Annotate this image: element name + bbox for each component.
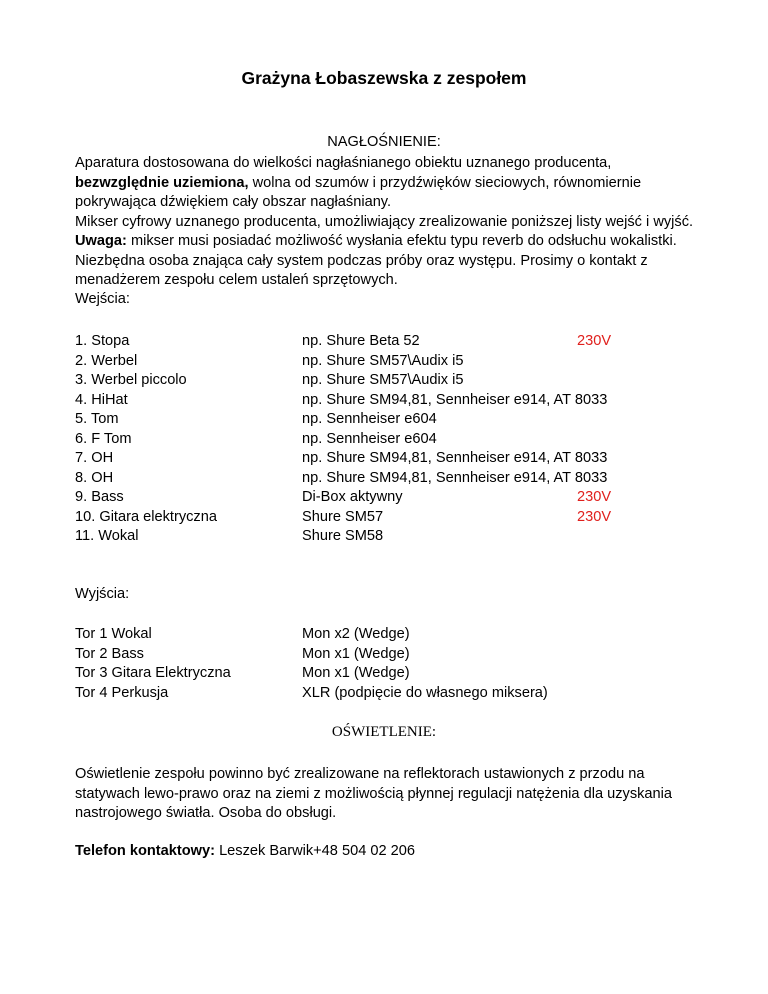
contact-value: Leszek Barwik+48 504 02 206 <box>215 843 416 859</box>
sound-text-1b: wolna od szumów i przydźwięków sieciowych, równomiernie pokrywająca dźwiękiem cały obszar nagłaśniany. <box>75 174 642 210</box>
input-name: 6. F Tom <box>75 430 132 447</box>
input-power: 230V <box>577 508 612 525</box>
output-name: Tor 1 Wokal <box>75 626 152 642</box>
sound-heading: NAGŁOŚNIENIE: <box>327 134 441 150</box>
output-dest: Mon x1 (Wedge) <box>302 645 410 662</box>
input-name: 2. Werbel <box>75 352 138 369</box>
input-name: 4. HiHat <box>75 391 128 408</box>
sound-text-2-bold: Uwaga: <box>75 233 127 249</box>
input-mic: Shure SM58 <box>302 528 384 544</box>
output-dest: Mon x2 (Wedge) <box>302 626 410 642</box>
input-mic: np. Shure SM57\Audix i5 <box>302 352 464 369</box>
input-row <box>75 332 675 352</box>
output-row <box>75 645 675 665</box>
input-row <box>75 449 675 469</box>
input-row <box>75 469 675 489</box>
input-row <box>75 410 675 430</box>
input-mic: np. Shure SM94,81, Sennheiser e914, AT 8033 <box>302 450 608 466</box>
input-name: 1. Stopa <box>75 333 130 349</box>
contact-line <box>75 842 415 862</box>
input-mic: np. Sennheiser e604 <box>302 430 437 447</box>
input-row <box>75 371 675 391</box>
inputs-list <box>75 332 675 547</box>
outputs-label: Wyjścia: <box>75 586 130 602</box>
input-name: 10. Gitara elektryczna <box>75 508 217 525</box>
input-name: 5. Tom <box>75 411 119 427</box>
outputs-list <box>75 625 675 703</box>
output-dest: XLR (podpięcie do własnego miksera) <box>302 684 548 701</box>
lighting-heading: OŚWIETLENIE: <box>331 724 437 740</box>
output-row <box>75 625 675 645</box>
input-name: 9. Bass <box>75 489 124 505</box>
document-title: Grażyna Łobaszewska z zespołem <box>241 68 527 88</box>
input-row <box>75 508 675 528</box>
input-name: 11. Wokal <box>75 528 139 544</box>
sound-text-1-bold: bezwzględnie uziemiona, <box>75 174 249 191</box>
input-mic: np. Shure Beta 52 <box>302 333 420 349</box>
lighting-description: Oświetlenie zespołu powinno być zrealizowane na reflektorach ustawionych z przodu na statywach lewo-prawo oraz na ziemi z możliwością płynnej regulacji natężenia dla uzyskania nastrojowego światła. Osoba do obsługi. <box>75 766 673 821</box>
input-name: 3. Werbel piccolo <box>75 372 187 388</box>
input-power: 230V <box>577 489 612 505</box>
sound-text-1a: Aparatura dostosowana do wielkości nagłaśnianego obiektu uznanego producenta, <box>75 155 612 171</box>
contact-label: Telefon kontaktowy: <box>75 843 216 859</box>
output-dest: Mon x1 (Wedge) <box>302 665 410 681</box>
output-row <box>75 684 675 704</box>
input-mic: np. Shure SM57\Audix i5 <box>302 372 464 388</box>
inputs-label: Wejścia: <box>75 291 130 307</box>
input-power: 230V <box>577 333 612 349</box>
input-row <box>75 391 675 411</box>
output-row <box>75 664 675 684</box>
output-name: Tor 2 Bass <box>75 645 144 662</box>
input-mic: Shure SM57 <box>302 508 384 525</box>
input-row <box>75 430 675 450</box>
input-mic: np. Sennheiser e604 <box>302 411 437 427</box>
input-mic: np. Shure SM94,81, Sennheiser e914, AT 8033 <box>302 469 608 486</box>
sound-text-2a: Mikser cyfrowy uznanego producenta, umożliwiający zrealizowanie poniższej listy wejść i wyjść. <box>75 213 694 230</box>
input-mic: Di-Box aktywny <box>302 489 403 505</box>
sound-description <box>75 154 700 291</box>
input-mic: np. Shure SM94,81, Sennheiser e914, AT 8033 <box>302 391 608 408</box>
input-name: 8. OH <box>75 469 114 486</box>
input-name: 7. OH <box>75 450 114 466</box>
output-name: Tor 4 Perkusja <box>75 684 169 701</box>
input-row <box>75 488 675 508</box>
input-row <box>75 527 675 547</box>
output-name: Tor 3 Gitara Elektryczna <box>75 665 231 681</box>
sound-text-2b: mikser musi posiadać możliwość wysłania efektu typu reverb do odsłuchu wokalistki. Niezbędna osoba znająca cały system podczas próby oraz występu. Prosimy o kontakt z menadżerem zespołu celem ustaleń sprzętowych. <box>75 233 677 288</box>
input-row <box>75 352 675 372</box>
